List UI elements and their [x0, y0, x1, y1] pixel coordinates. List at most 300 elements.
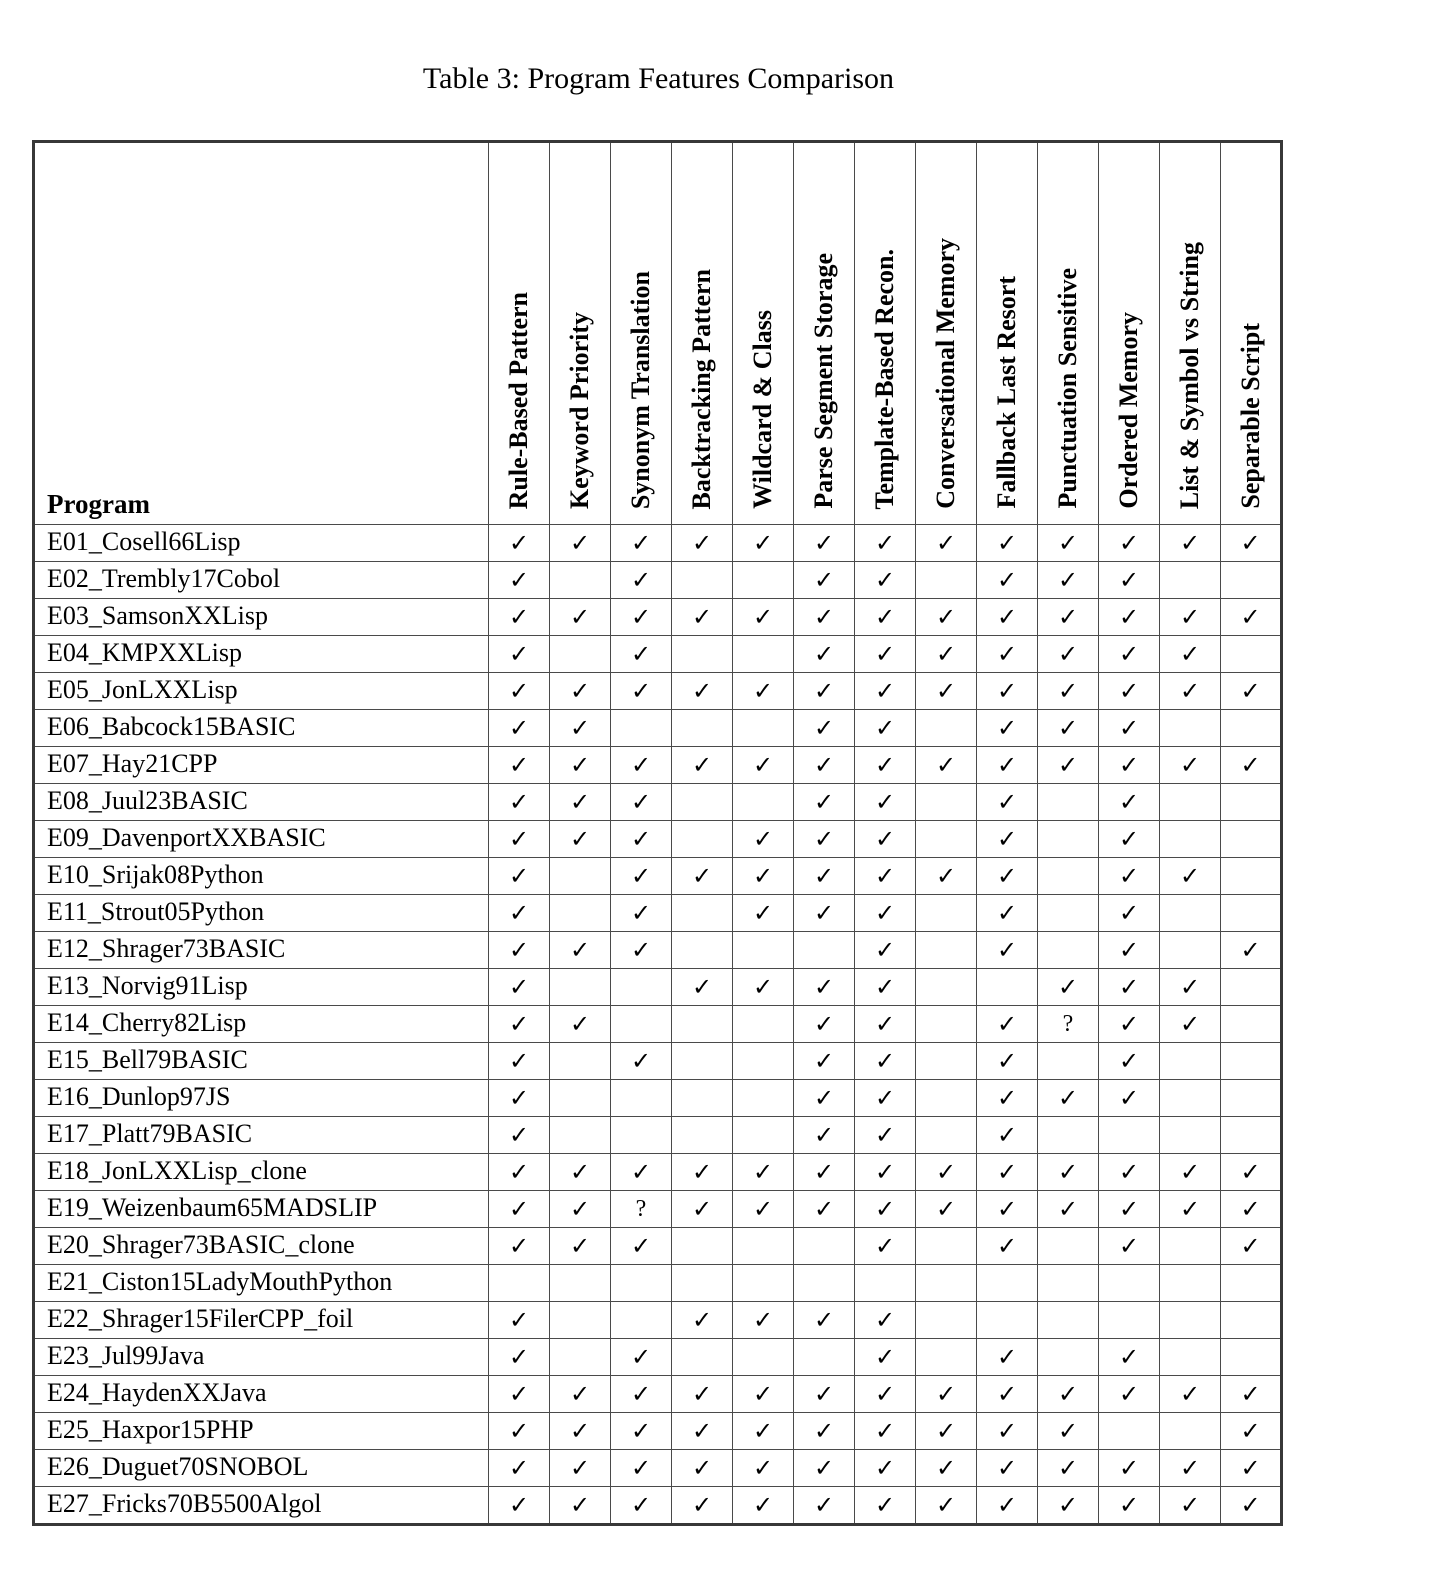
feature-check-cell: ✓ — [977, 710, 1038, 747]
feature-check-cell: ✓ — [489, 525, 550, 562]
feature-check-cell: ✓ — [1099, 599, 1160, 636]
feature-empty-cell — [794, 1228, 855, 1265]
feature-empty-cell — [1221, 710, 1282, 747]
feature-column-header-label: Conversational Memory — [931, 238, 961, 509]
feature-check-cell: ✓ — [1160, 636, 1221, 673]
feature-column-header-label: Rule-Based Pattern — [504, 291, 534, 509]
program-name-cell: E26_Duguet70SNOBOL — [34, 1450, 489, 1487]
feature-check-cell: ✓ — [550, 1006, 611, 1043]
program-name-cell: E19_Weizenbaum65MADSLIP — [34, 1191, 489, 1228]
table-row — [34, 562, 1282, 599]
feature-empty-cell — [733, 562, 794, 599]
feature-check-cell: ✓ — [855, 1228, 916, 1265]
feature-check-cell: ✓ — [916, 1487, 977, 1525]
feature-empty-cell — [1160, 1413, 1221, 1450]
feature-check-cell: ✓ — [794, 1376, 855, 1413]
feature-column-header — [1038, 142, 1099, 525]
feature-check-cell: ✓ — [1038, 969, 1099, 1006]
feature-empty-cell — [1160, 1228, 1221, 1265]
feature-check-cell: ✓ — [794, 1006, 855, 1043]
feature-empty-cell — [1038, 1043, 1099, 1080]
feature-check-cell: ✓ — [916, 1191, 977, 1228]
feature-check-cell: ✓ — [550, 1487, 611, 1525]
feature-empty-cell — [672, 932, 733, 969]
feature-empty-cell — [611, 1302, 672, 1339]
feature-check-cell: ✓ — [733, 969, 794, 1006]
feature-check-cell: ✓ — [1099, 1191, 1160, 1228]
table-row — [34, 821, 1282, 858]
feature-check-cell: ✓ — [1099, 1487, 1160, 1525]
feature-empty-cell — [1221, 1265, 1282, 1302]
feature-column-header-label: Fallback Last Resort — [992, 276, 1022, 509]
feature-empty-cell — [916, 784, 977, 821]
program-name-cell: E27_Fricks70B5500Algol — [34, 1487, 489, 1525]
feature-check-cell: ✓ — [855, 1080, 916, 1117]
feature-check-cell: ✓ — [855, 1487, 916, 1525]
feature-empty-cell — [1160, 895, 1221, 932]
feature-empty-cell — [916, 932, 977, 969]
feature-empty-cell — [672, 784, 733, 821]
feature-empty-cell — [1221, 1080, 1282, 1117]
feature-check-cell: ✓ — [916, 858, 977, 895]
feature-check-cell: ✓ — [977, 1154, 1038, 1191]
feature-column-header — [611, 142, 672, 525]
program-name-cell: E06_Babcock15BASIC — [34, 710, 489, 747]
table-row — [34, 525, 1282, 562]
feature-check-cell: ✓ — [1221, 747, 1282, 784]
feature-empty-cell — [1038, 1339, 1099, 1376]
feature-column-header-label: Separable Script — [1235, 323, 1265, 509]
feature-check-cell: ✓ — [1160, 1450, 1221, 1487]
feature-empty-cell — [855, 1265, 916, 1302]
feature-check-cell: ✓ — [1038, 1080, 1099, 1117]
feature-empty-cell — [1038, 821, 1099, 858]
feature-empty-cell — [977, 1265, 1038, 1302]
feature-empty-cell — [733, 710, 794, 747]
feature-check-cell: ✓ — [916, 1376, 977, 1413]
feature-check-cell: ✓ — [1038, 1154, 1099, 1191]
feature-check-cell: ✓ — [916, 1450, 977, 1487]
feature-check-cell: ✓ — [489, 1413, 550, 1450]
feature-empty-cell — [672, 1339, 733, 1376]
feature-check-cell: ✓ — [855, 1376, 916, 1413]
feature-empty-cell — [916, 1339, 977, 1376]
feature-empty-cell — [1221, 1006, 1282, 1043]
feature-check-cell: ✓ — [794, 673, 855, 710]
feature-check-cell: ✓ — [733, 599, 794, 636]
program-name-cell: E03_SamsonXXLisp — [34, 599, 489, 636]
feature-column-header — [733, 142, 794, 525]
feature-empty-cell — [550, 562, 611, 599]
feature-check-cell: ✓ — [855, 562, 916, 599]
program-name-cell: E23_Jul99Java — [34, 1339, 489, 1376]
feature-empty-cell — [550, 636, 611, 673]
feature-check-cell: ✓ — [611, 1339, 672, 1376]
feature-check-cell: ✓ — [1221, 1487, 1282, 1525]
feature-check-cell: ✓ — [733, 821, 794, 858]
feature-check-cell: ✓ — [672, 969, 733, 1006]
feature-check-cell: ✓ — [1038, 562, 1099, 599]
table-row — [34, 1265, 1282, 1302]
program-column-header: Program — [34, 142, 489, 525]
feature-empty-cell — [733, 636, 794, 673]
feature-check-cell: ✓ — [1160, 525, 1221, 562]
feature-check-cell: ✓ — [1038, 1376, 1099, 1413]
feature-check-cell: ✓ — [550, 1191, 611, 1228]
feature-check-cell: ✓ — [489, 1339, 550, 1376]
feature-empty-cell — [916, 969, 977, 1006]
feature-check-cell: ✓ — [855, 932, 916, 969]
table-row — [34, 599, 1282, 636]
feature-check-cell: ✓ — [489, 858, 550, 895]
feature-empty-cell — [1221, 821, 1282, 858]
feature-check-cell: ✓ — [794, 1154, 855, 1191]
feature-check-cell: ✓ — [1038, 525, 1099, 562]
feature-column-header — [1160, 142, 1221, 525]
program-name-cell: E15_Bell79BASIC — [34, 1043, 489, 1080]
feature-check-cell: ✓ — [794, 1302, 855, 1339]
feature-check-cell: ✓ — [855, 895, 916, 932]
feature-check-cell: ✓ — [794, 858, 855, 895]
table-row — [34, 1191, 1282, 1228]
feature-check-cell: ✓ — [1221, 673, 1282, 710]
feature-check-cell: ✓ — [1099, 821, 1160, 858]
feature-check-cell: ✓ — [977, 1376, 1038, 1413]
feature-column-header-label: Wildcard & Class — [748, 310, 778, 509]
feature-check-cell: ✓ — [489, 1487, 550, 1525]
feature-check-cell: ✓ — [489, 1228, 550, 1265]
feature-empty-cell — [1160, 1339, 1221, 1376]
feature-empty-cell — [916, 1265, 977, 1302]
feature-check-cell: ✓ — [855, 1191, 916, 1228]
feature-check-cell: ✓ — [1099, 1228, 1160, 1265]
feature-check-cell: ✓ — [1221, 1228, 1282, 1265]
feature-check-cell: ✓ — [1038, 1413, 1099, 1450]
feature-check-cell: ✓ — [733, 1413, 794, 1450]
feature-check-cell: ✓ — [794, 969, 855, 1006]
feature-check-cell: ✓ — [733, 673, 794, 710]
feature-check-cell: ✓ — [855, 636, 916, 673]
feature-empty-cell — [1038, 895, 1099, 932]
feature-check-cell: ✓ — [489, 784, 550, 821]
feature-empty-cell — [672, 710, 733, 747]
feature-check-cell: ✓ — [977, 1487, 1038, 1525]
feature-check-cell: ✓ — [672, 1191, 733, 1228]
feature-empty-cell — [1038, 858, 1099, 895]
feature-check-cell: ✓ — [1038, 1450, 1099, 1487]
feature-check-cell: ✓ — [916, 525, 977, 562]
feature-empty-cell — [550, 858, 611, 895]
feature-check-cell: ✓ — [977, 932, 1038, 969]
feature-empty-cell — [672, 636, 733, 673]
feature-check-cell: ✓ — [794, 1117, 855, 1154]
feature-check-cell: ✓ — [489, 1450, 550, 1487]
feature-check-cell: ✓ — [1099, 1043, 1160, 1080]
feature-empty-cell — [733, 1117, 794, 1154]
program-name-cell: E07_Hay21CPP — [34, 747, 489, 784]
feature-column-header — [794, 142, 855, 525]
feature-check-cell: ✓ — [550, 784, 611, 821]
feature-check-cell: ✓ — [672, 747, 733, 784]
feature-check-cell: ✓ — [977, 525, 1038, 562]
feature-column-header-label: Keyword Priority — [565, 311, 595, 509]
program-name-cell: E22_Shrager15FilerCPP_foil — [34, 1302, 489, 1339]
feature-empty-cell — [794, 1265, 855, 1302]
feature-empty-cell — [611, 1006, 672, 1043]
feature-check-cell: ✓ — [1160, 1191, 1221, 1228]
program-name-cell: E17_Platt79BASIC — [34, 1117, 489, 1154]
feature-empty-cell — [1038, 1265, 1099, 1302]
feature-empty-cell — [1099, 1413, 1160, 1450]
table-row — [34, 1154, 1282, 1191]
feature-check-cell: ✓ — [855, 784, 916, 821]
feature-empty-cell — [550, 895, 611, 932]
feature-check-cell: ✓ — [977, 1080, 1038, 1117]
feature-check-cell: ✓ — [794, 1080, 855, 1117]
program-features-table — [32, 140, 1283, 1526]
feature-check-cell: ✓ — [794, 821, 855, 858]
table-row — [34, 673, 1282, 710]
feature-empty-cell — [733, 1265, 794, 1302]
feature-check-cell: ✓ — [733, 747, 794, 784]
feature-empty-cell — [1221, 1339, 1282, 1376]
feature-check-cell: ✓ — [733, 525, 794, 562]
feature-check-cell: ✓ — [672, 599, 733, 636]
feature-check-cell: ✓ — [855, 1339, 916, 1376]
table-row — [34, 1413, 1282, 1450]
feature-check-cell: ✓ — [1160, 673, 1221, 710]
feature-empty-cell — [489, 1265, 550, 1302]
feature-empty-cell — [550, 1117, 611, 1154]
feature-column-header-label: Synonym Translation — [626, 270, 656, 509]
feature-check-cell: ✓ — [489, 599, 550, 636]
feature-check-cell: ✓ — [794, 784, 855, 821]
feature-check-cell: ✓ — [1099, 562, 1160, 599]
feature-check-cell: ✓ — [550, 932, 611, 969]
feature-check-cell: ✓ — [489, 821, 550, 858]
feature-check-cell: ✓ — [977, 747, 1038, 784]
feature-empty-cell — [916, 1302, 977, 1339]
table-row — [34, 858, 1282, 895]
feature-check-cell: ✓ — [611, 1450, 672, 1487]
program-name-cell: E09_DavenportXXBASIC — [34, 821, 489, 858]
table-header — [34, 142, 1282, 525]
feature-empty-cell — [1221, 1302, 1282, 1339]
feature-column-header — [489, 142, 550, 525]
feature-check-cell: ✓ — [1038, 710, 1099, 747]
feature-check-cell: ✓ — [611, 673, 672, 710]
program-name-cell: E01_Cosell66Lisp — [34, 525, 489, 562]
table-row — [34, 1302, 1282, 1339]
table-row — [34, 636, 1282, 673]
feature-empty-cell — [794, 1339, 855, 1376]
feature-empty-cell — [550, 1080, 611, 1117]
feature-check-cell: ✓ — [1099, 858, 1160, 895]
feature-check-cell: ✓ — [1160, 1487, 1221, 1525]
feature-check-cell: ✓ — [855, 969, 916, 1006]
feature-check-cell: ✓ — [489, 1043, 550, 1080]
feature-empty-cell — [1160, 821, 1221, 858]
feature-check-cell: ✓ — [794, 895, 855, 932]
feature-check-cell: ✓ — [1099, 1080, 1160, 1117]
feature-check-cell: ✓ — [1099, 747, 1160, 784]
table-row — [34, 1487, 1282, 1525]
feature-check-cell: ✓ — [1099, 784, 1160, 821]
feature-check-cell: ✓ — [977, 673, 1038, 710]
feature-check-cell: ✓ — [611, 1154, 672, 1191]
feature-check-cell: ✓ — [489, 636, 550, 673]
program-name-cell: E21_Ciston15LadyMouthPython — [34, 1265, 489, 1302]
feature-check-cell: ✓ — [550, 1450, 611, 1487]
program-name-cell: E05_JonLXXLisp — [34, 673, 489, 710]
feature-check-cell: ✓ — [1221, 932, 1282, 969]
feature-empty-cell — [1038, 784, 1099, 821]
feature-empty-cell — [916, 710, 977, 747]
feature-check-cell: ✓ — [1160, 1154, 1221, 1191]
feature-check-cell: ✓ — [916, 1413, 977, 1450]
feature-check-cell: ✓ — [611, 562, 672, 599]
feature-check-cell: ✓ — [489, 1154, 550, 1191]
feature-column-header — [855, 142, 916, 525]
feature-check-cell: ✓ — [489, 969, 550, 1006]
feature-check-cell: ✓ — [733, 1191, 794, 1228]
feature-empty-cell — [611, 710, 672, 747]
feature-check-cell: ✓ — [977, 784, 1038, 821]
feature-empty-cell — [1221, 784, 1282, 821]
feature-empty-cell — [672, 1265, 733, 1302]
feature-empty-cell — [1038, 1228, 1099, 1265]
feature-check-cell: ✓ — [977, 1117, 1038, 1154]
feature-check-cell: ✓ — [733, 1376, 794, 1413]
program-name-cell: E18_JonLXXLisp_clone — [34, 1154, 489, 1191]
feature-empty-cell — [1160, 1117, 1221, 1154]
feature-empty-cell — [1160, 1080, 1221, 1117]
feature-check-cell: ✓ — [1160, 1006, 1221, 1043]
feature-check-cell: ✓ — [550, 821, 611, 858]
feature-column-header-label: Ordered Memory — [1114, 312, 1144, 509]
feature-check-cell: ✓ — [1160, 1376, 1221, 1413]
feature-empty-cell — [1038, 932, 1099, 969]
feature-check-cell: ✓ — [672, 525, 733, 562]
feature-empty-cell — [611, 969, 672, 1006]
feature-empty-cell — [916, 1228, 977, 1265]
feature-empty-cell — [672, 1228, 733, 1265]
feature-check-cell: ✓ — [855, 1043, 916, 1080]
feature-check-cell: ✓ — [489, 562, 550, 599]
feature-empty-cell — [1221, 562, 1282, 599]
feature-check-cell: ✓ — [794, 636, 855, 673]
feature-check-cell: ✓ — [1221, 1376, 1282, 1413]
feature-check-cell: ✓ — [916, 747, 977, 784]
feature-empty-cell — [733, 1043, 794, 1080]
program-name-cell: E24_HaydenXXJava — [34, 1376, 489, 1413]
feature-check-cell: ✓ — [733, 858, 794, 895]
feature-check-cell: ✓ — [794, 1043, 855, 1080]
feature-check-cell: ✓ — [733, 1302, 794, 1339]
feature-check-cell: ✓ — [1099, 1339, 1160, 1376]
feature-empty-cell — [550, 969, 611, 1006]
program-name-cell: E20_Shrager73BASIC_clone — [34, 1228, 489, 1265]
feature-empty-cell — [1160, 710, 1221, 747]
feature-column-header-label: Parse Segment Storage — [809, 253, 839, 509]
feature-column-header-label: Backtracking Pattern — [687, 268, 717, 509]
feature-empty-cell — [977, 1302, 1038, 1339]
feature-column-header-label: List & Symbol vs String — [1175, 241, 1205, 509]
feature-empty-cell — [977, 969, 1038, 1006]
feature-empty-cell — [1099, 1265, 1160, 1302]
feature-check-cell: ✓ — [1160, 599, 1221, 636]
feature-column-header — [1221, 142, 1282, 525]
feature-empty-cell — [1221, 895, 1282, 932]
feature-check-cell: ✓ — [794, 562, 855, 599]
feature-check-cell: ✓ — [1099, 710, 1160, 747]
feature-check-cell: ✓ — [855, 525, 916, 562]
feature-empty-cell — [1221, 858, 1282, 895]
feature-empty-cell — [672, 1080, 733, 1117]
feature-check-cell: ✓ — [1099, 932, 1160, 969]
feature-check-cell: ✓ — [489, 932, 550, 969]
feature-check-cell: ✓ — [977, 821, 1038, 858]
feature-check-cell: ✓ — [611, 895, 672, 932]
feature-check-cell: ✓ — [977, 895, 1038, 932]
feature-check-cell: ✓ — [855, 1117, 916, 1154]
feature-empty-cell — [1160, 562, 1221, 599]
feature-column-header — [550, 142, 611, 525]
feature-empty-cell — [672, 1117, 733, 1154]
table-row — [34, 969, 1282, 1006]
feature-check-cell: ✓ — [1221, 525, 1282, 562]
feature-check-cell: ✓ — [794, 747, 855, 784]
feature-check-cell: ✓ — [855, 858, 916, 895]
table-row — [34, 1006, 1282, 1043]
feature-empty-cell — [1160, 1302, 1221, 1339]
feature-check-cell: ✓ — [1099, 1376, 1160, 1413]
table-row — [34, 1339, 1282, 1376]
feature-check-cell: ✓ — [550, 710, 611, 747]
table-row — [34, 1228, 1282, 1265]
feature-check-cell: ✓ — [611, 1043, 672, 1080]
feature-empty-cell — [1221, 969, 1282, 1006]
feature-check-cell: ✓ — [977, 1191, 1038, 1228]
feature-check-cell: ✓ — [855, 710, 916, 747]
feature-check-cell: ✓ — [855, 821, 916, 858]
feature-column-header — [977, 142, 1038, 525]
feature-check-cell: ✓ — [977, 599, 1038, 636]
feature-check-cell: ✓ — [977, 1450, 1038, 1487]
program-name-cell: E16_Dunlop97JS — [34, 1080, 489, 1117]
feature-check-cell: ✓ — [1038, 599, 1099, 636]
feature-empty-cell — [916, 1080, 977, 1117]
feature-empty-cell — [672, 895, 733, 932]
feature-check-cell: ✓ — [977, 636, 1038, 673]
feature-empty-cell — [1038, 1302, 1099, 1339]
feature-check-cell: ✓ — [794, 1450, 855, 1487]
feature-empty-cell — [794, 932, 855, 969]
feature-empty-cell — [1221, 1043, 1282, 1080]
feature-check-cell: ✓ — [611, 747, 672, 784]
feature-empty-cell — [611, 1117, 672, 1154]
feature-check-cell: ✓ — [550, 1376, 611, 1413]
program-name-cell: E08_Juul23BASIC — [34, 784, 489, 821]
feature-empty-cell — [672, 821, 733, 858]
feature-empty-cell — [733, 784, 794, 821]
program-name-cell: E25_Haxpor15PHP — [34, 1413, 489, 1450]
feature-check-cell: ✓ — [489, 1191, 550, 1228]
feature-check-cell: ✓ — [672, 1302, 733, 1339]
feature-empty-cell — [916, 1117, 977, 1154]
feature-check-cell: ✓ — [855, 747, 916, 784]
feature-check-cell: ✓ — [794, 599, 855, 636]
